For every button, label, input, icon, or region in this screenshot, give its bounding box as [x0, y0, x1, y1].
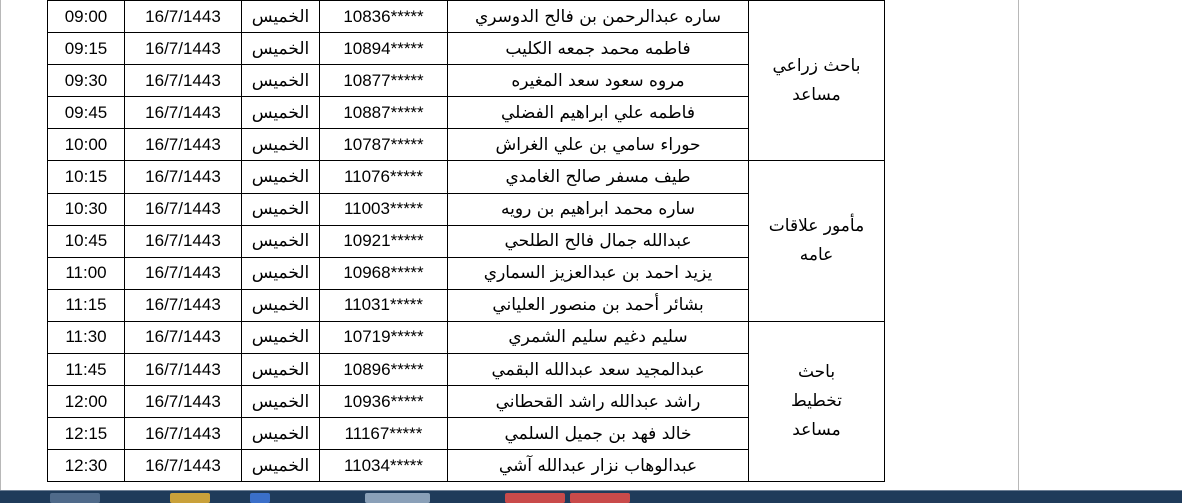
day-cell: الخميس [242, 225, 320, 257]
time-cell: 10:15 [48, 161, 125, 193]
date-cell: 16/7/1443 [125, 33, 242, 65]
time-cell: 09:00 [48, 1, 125, 33]
id-cell: 10921***** [320, 225, 448, 257]
page-left-edge [0, 0, 1, 490]
date-cell: 16/7/1443 [125, 1, 242, 33]
name-cell: بشائر أحمد بن منصور العلياني [448, 289, 749, 321]
id-cell: 10936***** [320, 386, 448, 418]
date-cell: 16/7/1443 [125, 418, 242, 450]
table-row [48, 161, 885, 193]
date-cell: 16/7/1443 [125, 97, 242, 129]
job-title-line: تخطيط [791, 391, 842, 412]
id-cell: 10719***** [320, 321, 448, 353]
date-cell: 16/7/1443 [125, 129, 242, 161]
day-cell: الخميس [242, 97, 320, 129]
day-cell: الخميس [242, 321, 320, 353]
job-title-line: عامه [799, 245, 834, 266]
name-cell: ساره عبدالرحمن بن فالح الدوسري [448, 1, 749, 33]
day-cell: الخميس [242, 418, 320, 450]
job-title-cell [749, 1, 885, 161]
name-cell: عبدالله جمال فالح الطلحي [448, 225, 749, 257]
time-cell: 11:15 [48, 289, 125, 321]
date-cell: 16/7/1443 [125, 161, 242, 193]
job-title-line: مأمور علاقات [768, 216, 865, 237]
time-cell: 10:30 [48, 193, 125, 225]
name-cell: عبدالمجيد سعد عبدالله البقمي [448, 354, 749, 386]
day-cell: الخميس [242, 257, 320, 289]
name-cell: فاطمه محمد جمعه الكليب [448, 33, 749, 65]
date-cell: 16/7/1443 [125, 65, 242, 97]
table-row [48, 321, 885, 353]
day-cell: الخميس [242, 129, 320, 161]
date-cell: 16/7/1443 [125, 321, 242, 353]
time-cell: 11:45 [48, 354, 125, 386]
time-cell: 09:30 [48, 65, 125, 97]
name-cell: خالد فهد بن جميل السلمي [448, 418, 749, 450]
job-title-cell [749, 321, 885, 481]
name-cell: راشد عبدالله راشد القحطاني [448, 386, 749, 418]
day-cell: الخميس [242, 1, 320, 33]
date-cell: 16/7/1443 [125, 193, 242, 225]
name-cell: حوراء سامي بن علي الغراش [448, 129, 749, 161]
id-cell: 11167***** [320, 418, 448, 450]
name-cell: ساره محمد ابراهيم بن رويه [448, 193, 749, 225]
date-cell: 16/7/1443 [125, 257, 242, 289]
time-cell: 12:00 [48, 386, 125, 418]
date-cell: 16/7/1443 [125, 386, 242, 418]
time-cell: 10:00 [48, 129, 125, 161]
day-cell: الخميس [242, 289, 320, 321]
time-cell: 10:45 [48, 225, 125, 257]
time-cell: 09:45 [48, 97, 125, 129]
day-cell: الخميس [242, 65, 320, 97]
day-cell: الخميس [242, 450, 320, 482]
day-cell: الخميس [242, 161, 320, 193]
time-cell: 12:30 [48, 450, 125, 482]
id-cell: 10896***** [320, 354, 448, 386]
id-cell: 11076***** [320, 161, 448, 193]
name-cell: يزيد احمد بن عبدالعزيز السماري [448, 257, 749, 289]
name-cell: مروه سعود سعد المغيره [448, 65, 749, 97]
name-cell: طيف مسفر صالح الغامدي [448, 161, 749, 193]
id-cell: 10877***** [320, 65, 448, 97]
job-title-line: مساعد [792, 84, 841, 105]
job-title-cell [749, 161, 885, 321]
taskbar [0, 490, 1182, 503]
date-cell: 16/7/1443 [125, 354, 242, 386]
date-cell: 16/7/1443 [125, 225, 242, 257]
date-cell: 16/7/1443 [125, 289, 242, 321]
id-cell: 10887***** [320, 97, 448, 129]
day-cell: الخميس [242, 193, 320, 225]
id-cell: 11031***** [320, 289, 448, 321]
schedule-table [47, 0, 885, 482]
time-cell: 11:30 [48, 321, 125, 353]
table-row [48, 1, 885, 33]
day-cell: الخميس [242, 386, 320, 418]
time-cell: 11:00 [48, 257, 125, 289]
day-cell: الخميس [242, 33, 320, 65]
id-cell: 10836***** [320, 1, 448, 33]
job-title-line: باحث [797, 362, 836, 383]
id-cell: 11003***** [320, 193, 448, 225]
id-cell: 10968***** [320, 257, 448, 289]
date-cell: 16/7/1443 [125, 450, 242, 482]
page-right-edge [1018, 0, 1019, 490]
job-title-line: باحث زراعي [772, 55, 861, 76]
name-cell: عبدالوهاب نزار عبدالله آشي [448, 450, 749, 482]
id-cell: 11034***** [320, 450, 448, 482]
job-title-line: مساعد [792, 420, 841, 441]
time-cell: 09:15 [48, 33, 125, 65]
day-cell: الخميس [242, 354, 320, 386]
time-cell: 12:15 [48, 418, 125, 450]
name-cell: سليم دغيم سليم الشمري [448, 321, 749, 353]
id-cell: 10894***** [320, 33, 448, 65]
id-cell: 10787***** [320, 129, 448, 161]
name-cell: فاطمه علي ابراهيم الفضلي [448, 97, 749, 129]
